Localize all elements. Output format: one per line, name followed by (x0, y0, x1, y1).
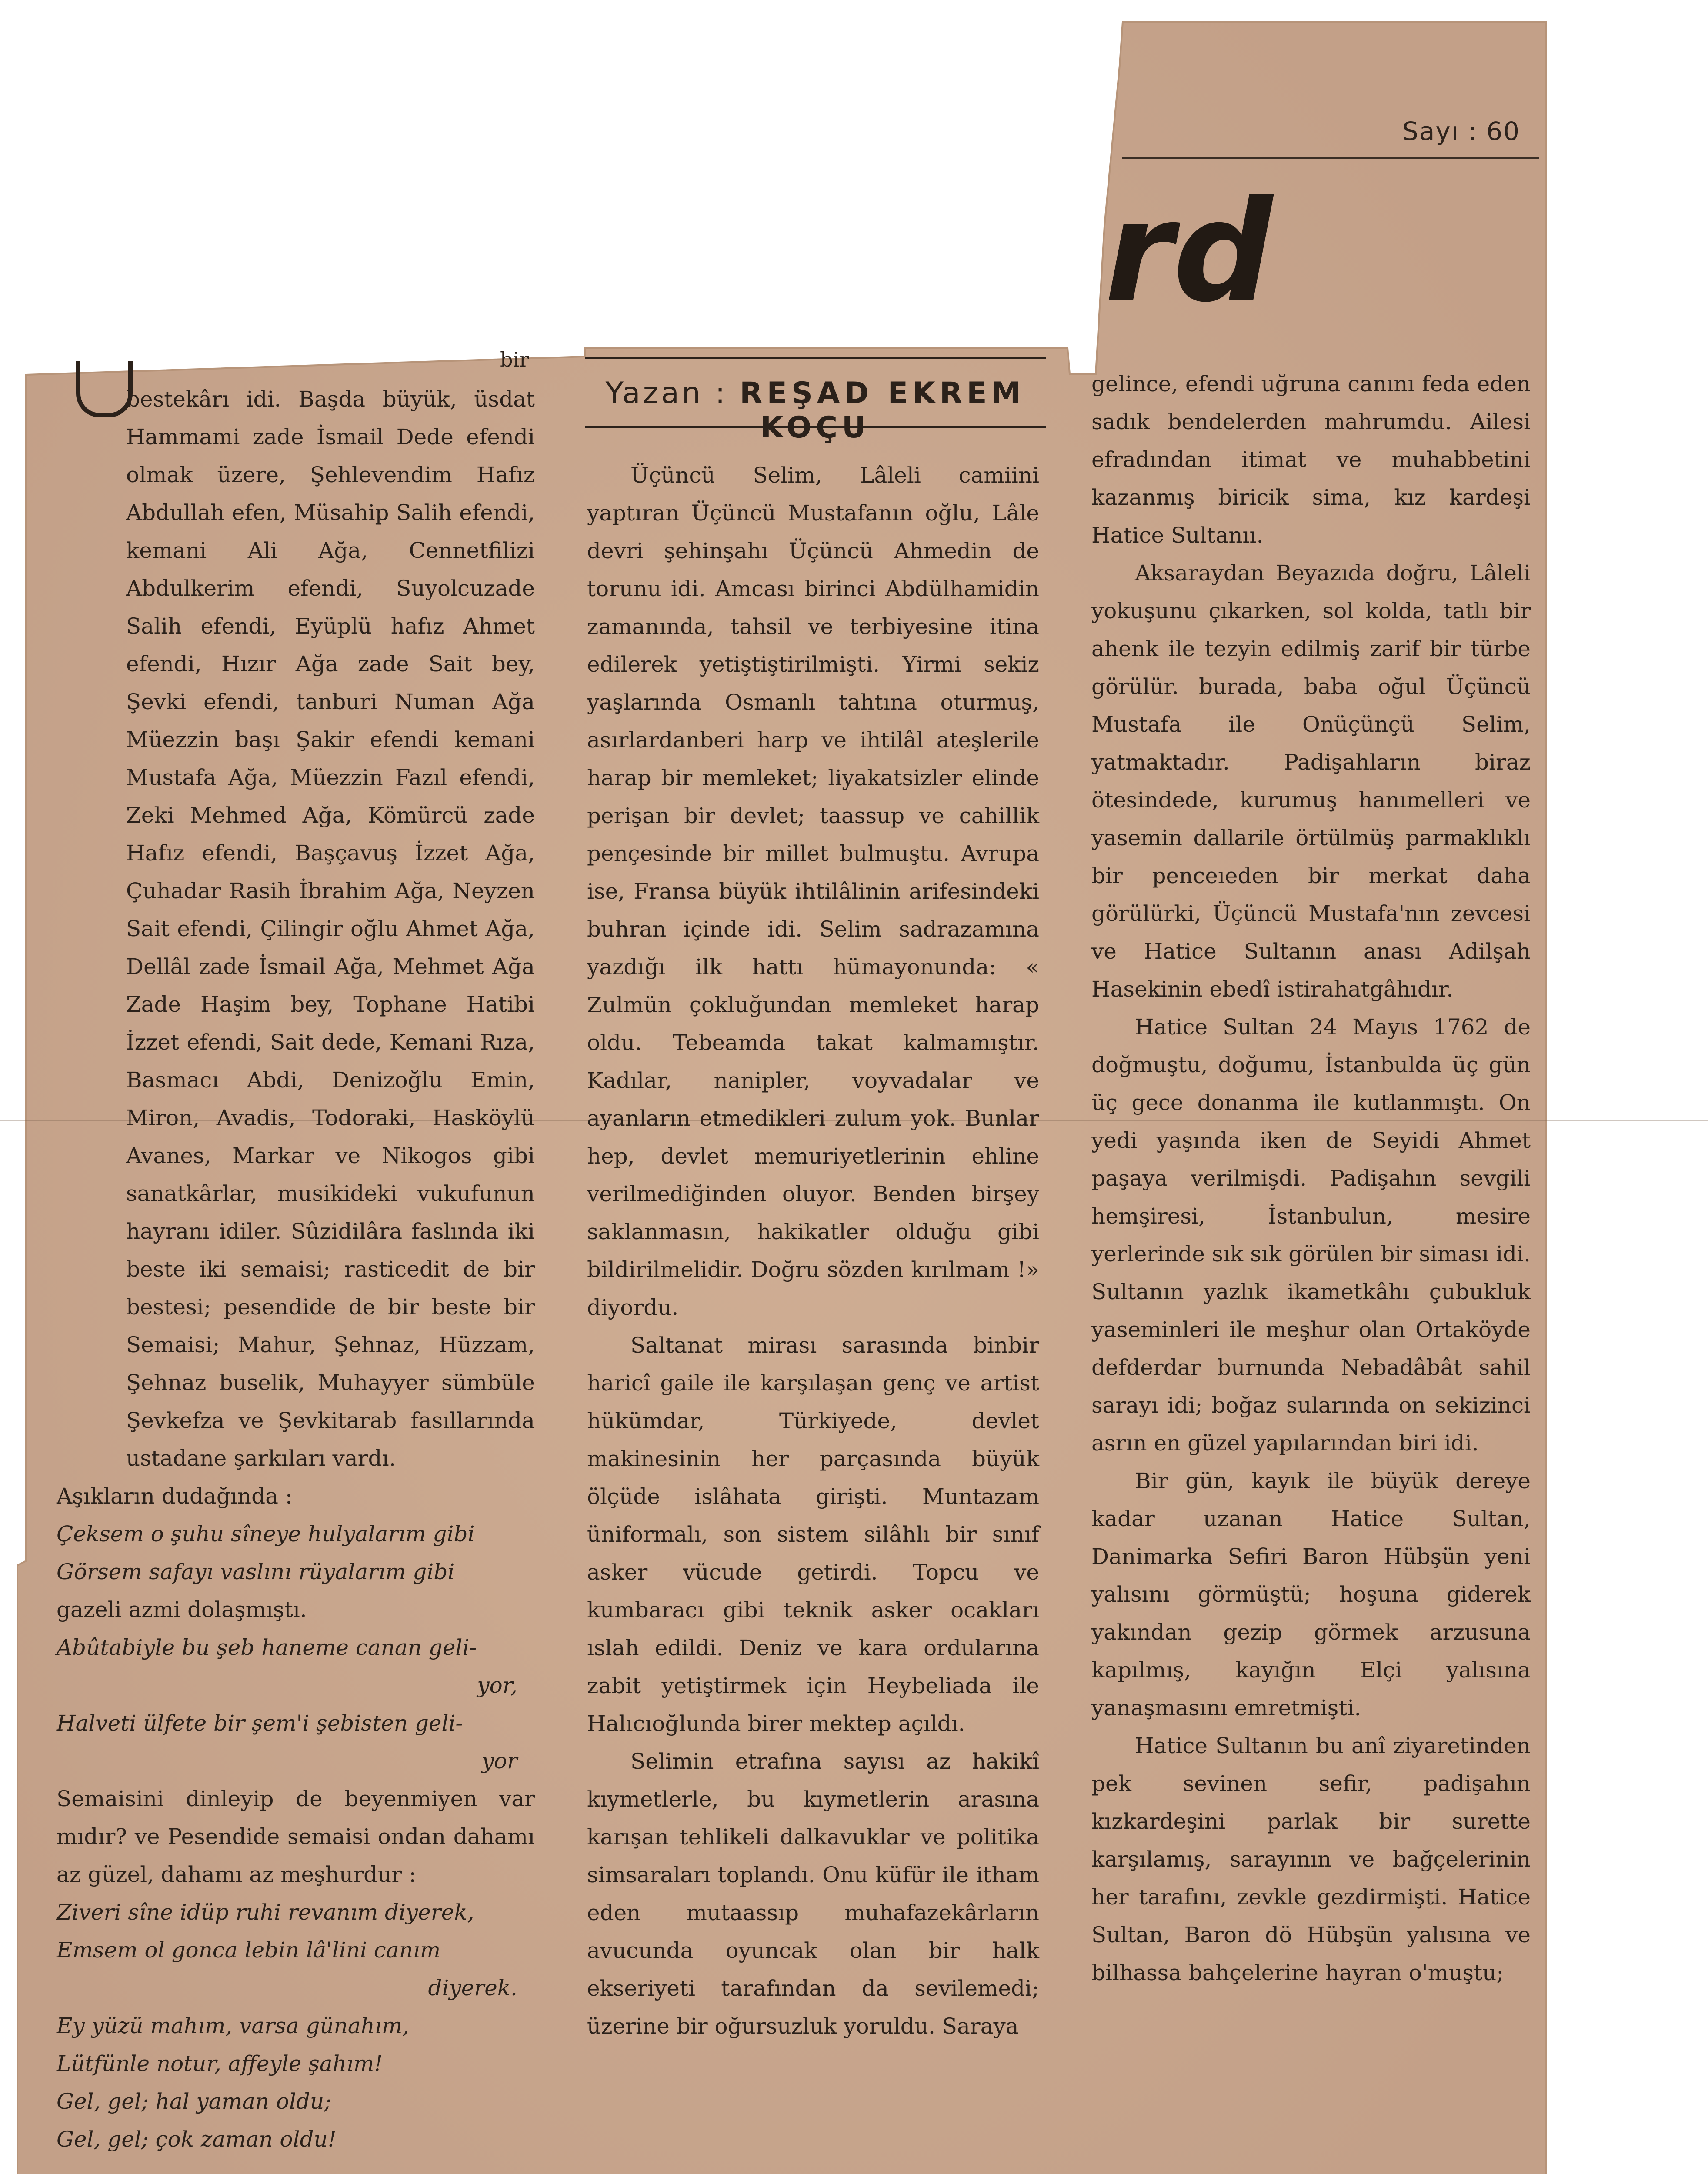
verse-line: Abûtabiyle bu şeb haneme canan geli- (57, 1635, 477, 1660)
verse-line: Emsem ol gonca lebin lâ'lini canım (57, 1937, 441, 1963)
column2-paragraph: Üçüncü Selim, Lâleli camiini yaptıran Üçüncü Mustafanın oğlu, Lâle devri şehinşahı Üçüncü Ahmedin de torunu idi. Amcası birinci Abdülhamidin zamanında, tahsil ve terbiyesine itina edilerek yetiştiştirilmişti. Yirmi sekiz yaşlarında Osmanlı tahtına oturmuş, asırlardanberi harp ve ihtilâl ateşlerile harap bir memleket; liyakatsizler elinde perişan bir devlet; taassup ve cahillik pençesinde bir millet bulmuştu. Avrupa ise, Fransa büyük ihtilâlinin arifesindeki buhran içinde idi. Selim sadrazamına yazdığı ilk hattı hümayonunda: « Zulmün çokluğundan memleket harap oldu. Tebeamda takat kalmamıştır. Kadılar, nanipler, voyvadalar ve ayanların etmedikleri zulum yok. Bunlar hep, devlet memuriyetlerinin ehline verilmediğinden oluyor. Benden birşey saklanmasın, hakikatler olduğu gibi bildirilmelidir. Doğru sözden kırılmam !» diyordu. (587, 463, 1039, 1320)
verse-3 (57, 1894, 535, 2158)
column3-paragraph: Hatice Sultan 24 Mayıs 1762 de doğmuştu, doğumu, İstanbulda üç gün üç gece donanma ile kutlanmıştı. On yedi yaşında iken de Seyidi Ahmet paşaya verilmişdi. Padişahın sevgili hemşiresi, İstanbulun, mesire yerlerinde sık sık görülen bir siması idi. Sultanın yazlık ikametkâhı çubukluk yaseminleri ile meşhur olan Ortaköyde defderdar burnunda Nebadâbât sahil sarayı idi; boğaz sularında on sekizinci asrın en güzel yapılarından biri idi. (1091, 1014, 1531, 1456)
column-3 (1091, 365, 1531, 1992)
verse-1 (57, 1515, 535, 1591)
masthead-fragment: rd (1104, 171, 1273, 333)
verse-2 (57, 1629, 535, 1780)
column3-paragraph: Aksaraydan Beyazıda doğru, Lâleli yokuşunu çıkarken, sol kolda, tatlı bir ahenk ile tezyin edilmiş zarif bir türbe görülür. burada, baba oğul Üçüncü Mustafa ile Onüçünçü Selim, yatmaktadır. Padişahların biraz ötesindede, kurumuş hanımelleri ve yasemin dallarile örtülmüş parmaklıklı bir penceıeden bir merkat daha görülürki, Üçüncü Mustafa'nın zevcesi ve Hatice Sultanın anası Adilşah Hasekinin ebedî istirahatgâhıdır. (1091, 560, 1531, 1002)
column1-paragraph: bestekârı idi. Başda büyük, üsdat Hammami zade İsmail Dede efendi olmak üzere, Şehlevendim Hafız Abdullah efen, Müsahip Salih efendi, kemani Ali Ağa, Cennetfilizi Abdulkerim efendi, Suyolcuzade Salih efendi, Eyüplü hafız Ahmet efendi, Hızır Ağa zade Sait bey, Şevki efendi, tanburi Numan Ağa Müezzin başı Şakir efendi kemani Mustafa Ağa, Müezzin Fazıl efendi, Zeki Mehmed Ağa, Kömürcü zade Hafız efendi, Başçavuş İzzet Ağa, Çuhadar Rasih İbrahim Ağa, Neyzen Sait efendi, Çilingir oğlu Ahmet Ağa, Dellâl zade İsmail Ağa, Mehmet Ağa Zade Haşim bey, Tophane Hatibi İzzet efendi, Sait dede, Kemani Rıza, Basmacı Abdi, Denizoğlu Emin, Miron, Avadis, Todoraki, Hasköylü Avanes, Markar ve Nikogos gibi sanatkârlar, musikideki vukufunun hayranı idiler. Sûzidilâra faslında iki beste iki semaisi; rasticedit de bir bestesi; pesendide de bir beste bir Semaisi; Mahur, Şehnaz, Hüzzam, Şehnaz buselik, Muhayyer sümbüle Şevkefza ve Şevkitarab fasıllarında ustadane şarkıları vardı. (126, 387, 535, 1471)
column1-top-fragment: bir (500, 348, 529, 371)
byline (585, 357, 1046, 445)
verse-line: Gel, gel; çok zaman oldu! (57, 2127, 337, 2152)
column3-paragraph: gelince, efendi uğruna canını feda eden sadık bendelerden mahrumdu. Ailesi efradından itimat ve muhabbetini kazanmış biricik sima, kız kardeşi Hatice Sultanıı. (1091, 371, 1531, 548)
column-1 (57, 380, 535, 2158)
verse-line: diyerek. (428, 1975, 517, 2001)
author-name: REŞAD EKREM KOÇU (740, 376, 1025, 445)
column2-paragraph: Selimin etrafına sayısı az hakikî kıymetlerle, bu kıymetlerin arasına karışan tehlikeli dalkavuklar ve politika simsaraları toplandı. Onu küfür ile itham eden mutaassıp muhafazekârların avucunda oyuncak olan bir halk ekseriyeti tarafından da sevilemedi; üzerine bir oğursuzluk yoruldu. Saraya (587, 1749, 1039, 2039)
verse-line: yor, (477, 1673, 517, 1698)
header-rule (1122, 157, 1539, 159)
issue-number: Sayı : 60 (1402, 117, 1521, 146)
byline-prefix: Yazan : (605, 376, 728, 410)
column1-paragraph: Semaisini dinleyip de beyenmiyen var mıdır? ve Pesendide semaisi ondan dahamı az güzel, dahamı az meşhurdur : (57, 1786, 535, 1887)
verse-line: yor (481, 1748, 517, 1774)
verse-line: Görsem safayı vaslını rüyalarım gibi (57, 1559, 455, 1584)
verse-line: Ziveri sîne idüp ruhi revanım diyerek, (57, 1900, 474, 1925)
verse-line: Gel, gel; hal yaman oldu; (57, 2089, 332, 2114)
column2-paragraph: Saltanat mirası sarasında binbir haricî gaile ile karşılaşan genç ve artist hükümdar, Türkiyede, devlet makinesinin her parçasında büyük ölçüde islâhata girişti. Muntazam üniformalı, son sistem silâhlı bir sınıf asker vücude getirdi. Topcu ve kumbaracı gibi teknik asker ocakları ıslah edildi. Deniz ve kara ordularına zabit yetiştirmek için Heybeliada ile Halıcıoğlunda birer mektep açıldı. (587, 1333, 1039, 1736)
column1-paragraph: Aşıkların dudağında : (57, 1484, 293, 1509)
byline-rule-top (585, 357, 1046, 359)
column-2 (587, 457, 1039, 2045)
verse-line: Halveti ülfete bir şem'i şebisten geli- (57, 1711, 463, 1736)
column3-paragraph: Hatice Sultanın bu anî ziyaretinden pek sevinen sefir, padişahın kızkardeşini parlak bir surette karşılamış, sarayının ve bağçelerinin her tarafını, zevkle gezdirmişti. Hatice Sultan, Baron dö Hübşün yalısına ve bilhassa bahçelerine hayran o'muştu; (1091, 1733, 1531, 1985)
column3-paragraph: Bir gün, kayık ile büyük dereye kadar uzanan Hatice Sultan, Danimarka Sefiri Baron Hübşün yeni yalısını görmüştü; hoşuna giderek yakından gezip görmek arzusuna kapılmış, kayığın Elçi yalısına yanaşmasını emretmişti. (1091, 1468, 1531, 1721)
byline-rule-bottom (585, 426, 1046, 428)
verse-line: Lütfünle notur, affeyle şahım! (57, 2051, 383, 2076)
column1-line: gazeli azmi dolaşmıştı. (57, 1597, 307, 1622)
verse-line: Ey yüzü mahım, varsa günahım, (57, 2013, 410, 2038)
verse-line: Çeksem o şuhu sîneye hulyalarım gibi (57, 1521, 475, 1547)
